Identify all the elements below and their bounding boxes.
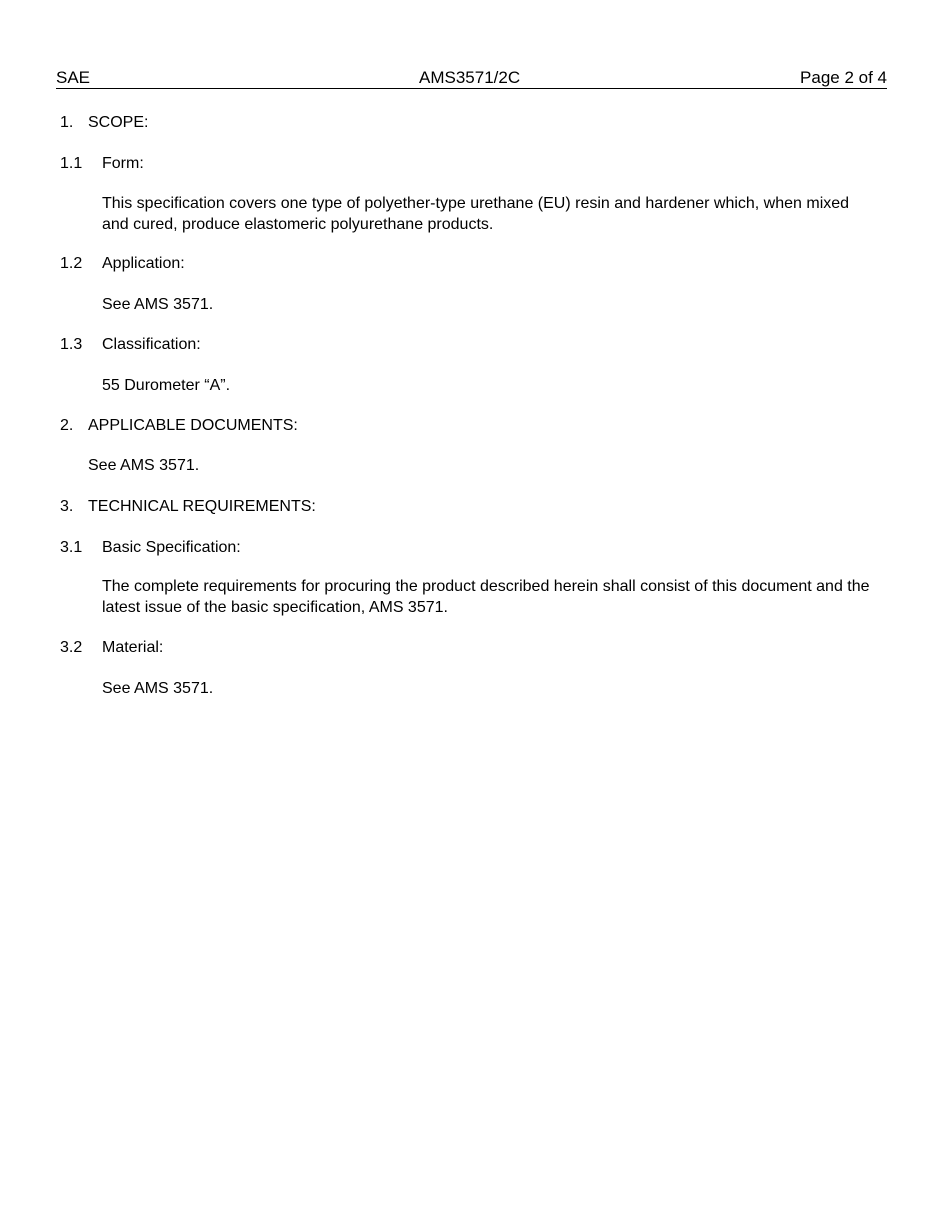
section-title: Application: <box>102 255 185 272</box>
header-org: SAE <box>56 68 91 87</box>
section-title: Basic Specification: <box>102 539 241 556</box>
section-title: APPLICABLE DOCUMENTS: <box>88 417 298 434</box>
section-paragraph: This specification covers one type of polyether-type urethane (EU) resin and hardener which, when mixed and cured, produce elastomeric polyurethane products. <box>102 195 850 233</box>
header-doc-number: AMS3571/2C <box>419 68 521 87</box>
section-number: 3.2 <box>60 639 83 656</box>
section-paragraph: See AMS 3571. <box>88 457 200 474</box>
section-title: Form: <box>102 155 144 172</box>
section-paragraph: 55 Durometer “A”. <box>102 377 231 394</box>
section-paragraph: See AMS 3571. <box>102 680 214 697</box>
section-title: SCOPE: <box>88 114 149 131</box>
header-page-number: Page 2 of 4 <box>800 68 887 87</box>
section-title: TECHNICAL REQUIREMENTS: <box>88 498 316 515</box>
section-number: 3.1 <box>60 539 83 556</box>
section-title: Material: <box>102 639 164 656</box>
section-number: 1.2 <box>60 255 83 272</box>
section-number: 1. <box>60 114 74 131</box>
section-number: 3. <box>60 498 74 515</box>
section-paragraph: The complete requirements for procuring the product described herein shall consist of this document and the latest issue of the basic specification, AMS 3571. <box>102 578 870 616</box>
section-number: 1.3 <box>60 336 83 353</box>
section-paragraph: See AMS 3571. <box>102 296 214 313</box>
section-title: Classification: <box>102 336 201 353</box>
section-number: 1.1 <box>60 155 83 172</box>
section-number: 2. <box>60 417 74 434</box>
page-header <box>56 67 887 89</box>
